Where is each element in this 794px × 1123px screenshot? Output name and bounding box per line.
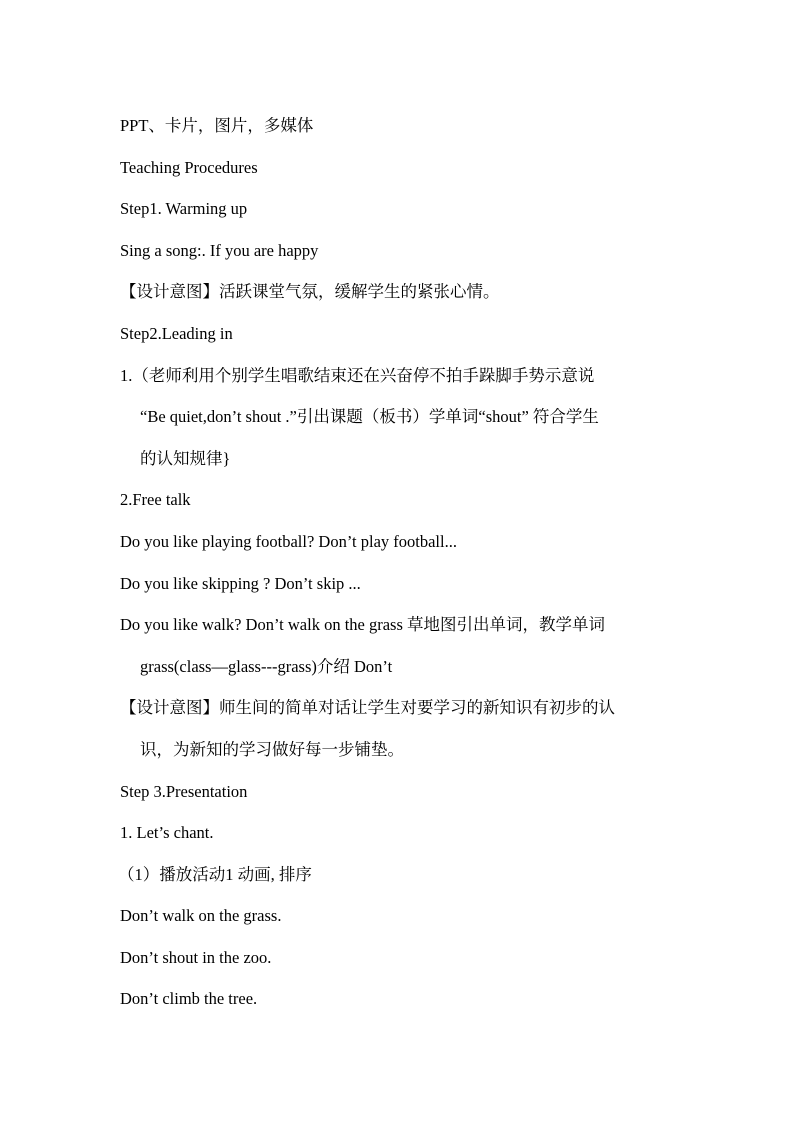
design-intent-2: 【设计意图】师生间的简单对话让学生对要学习的新知识有初步的认 — [120, 698, 615, 718]
document-body — [120, 105, 680, 1020]
section-heading-teaching-procedures: Teaching Procedures — [120, 157, 258, 177]
chant-sentence-3: Don’t climb the tree. — [120, 989, 258, 1009]
chant-sentence-1: Don’t walk on the grass. — [120, 906, 282, 926]
chant-activity-line: （1）播放活动1 动画, 排序 — [118, 864, 312, 884]
step1-heading: Step1. Warming up — [120, 199, 248, 219]
free-talk-line-3-continued: grass(class—glass---grass)介绍 Don’t — [140, 656, 393, 676]
materials-line: PPT、卡片，图片，多媒体 — [120, 116, 314, 135]
step2-heading: Step2.Leading in — [120, 323, 233, 343]
design-intent-2-continued: 识，为新知的学习做好每一步铺垫。 — [140, 739, 404, 759]
free-talk-line-1: Do you like playing football? Don’t play football... — [120, 531, 457, 551]
leading-in-item-1-continued: “Be quiet,don’t shout .”引出课题（板书）学单词“shout” 符合学生 — [140, 407, 599, 427]
free-talk-line-2: Do you like skipping ? Don’t skip ... — [120, 573, 361, 593]
free-talk-line-3: Do you like walk? Don’t walk on the grass 草地图引出单词，教学单词 — [120, 615, 606, 635]
design-intent-1: 【设计意图】活跃课堂气氛，缓解学生的紧张心情。 — [120, 282, 500, 302]
free-talk-heading: 2.Free talk — [120, 490, 191, 510]
chant-heading: 1. Let’s chant. — [120, 823, 214, 843]
step3-heading: Step 3.Presentation — [120, 781, 248, 801]
song-line: Sing a song:. If you are happy — [120, 240, 319, 260]
leading-in-item-1-end: 的认知规律} — [140, 448, 231, 468]
leading-in-item-1: 1.（老师利用个别学生唱歌结束还在兴奋停不拍手跺脚手势示意说 — [120, 365, 595, 385]
chant-sentence-2: Don’t shout in the zoo. — [120, 947, 272, 967]
